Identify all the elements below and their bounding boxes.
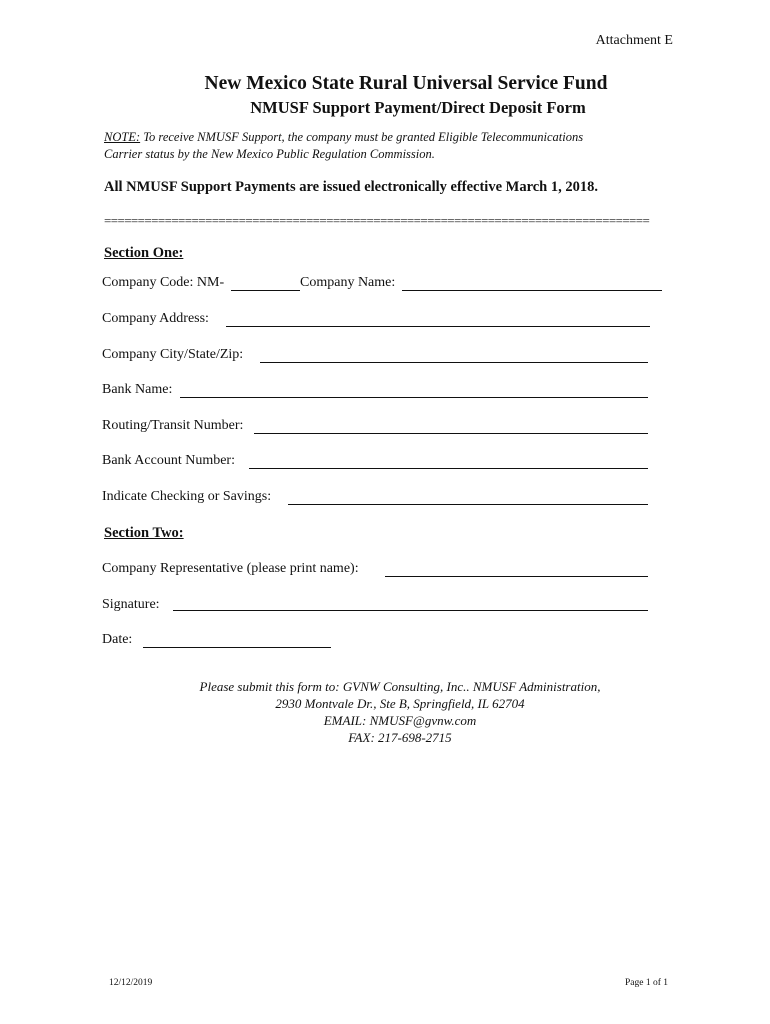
footer-date: 12/12/2019	[109, 978, 153, 988]
section-one-heading: Section One:	[104, 245, 184, 261]
form-subtitle: NMUSF Support Payment/Direct Deposit Form	[250, 98, 586, 117]
checking-savings-field[interactable]	[288, 504, 648, 505]
company-address-label: Company Address:	[102, 311, 209, 326]
bank-name-label: Bank Name:	[102, 382, 173, 397]
submit-address: 2930 Montvale Dr., Ste B, Springfield, IL 62704	[275, 696, 525, 711]
company-name-field[interactable]	[402, 290, 662, 291]
company-name-label: Company Name:	[300, 275, 396, 290]
date-field[interactable]	[143, 647, 331, 648]
submit-email: EMAIL: NMUSF@gvnw.com	[323, 713, 477, 728]
signature-field[interactable]	[173, 610, 648, 611]
checking-savings-label: Indicate Checking or Savings:	[102, 489, 272, 504]
company-code-field[interactable]	[231, 290, 300, 291]
note-line-1: To receive NMUSF Support, the company must be granted Eligible Telecommunications	[140, 130, 584, 144]
signature-label: Signature:	[102, 597, 160, 612]
representative-field[interactable]	[385, 576, 648, 577]
company-city-field[interactable]	[260, 362, 648, 363]
separator-rule: =================================================================================	[104, 213, 650, 228]
section-two-heading: Section Two:	[104, 525, 184, 541]
routing-number-field[interactable]	[254, 433, 648, 434]
footer-page-number: Page 1 of 1	[624, 978, 668, 988]
company-code-label: Company Code: NM-	[102, 275, 225, 290]
submit-line-1: Please submit this form to: GVNW Consulting, Inc.. NMUSF Administration,	[199, 679, 601, 694]
submit-fax: FAX: 217-698-2715	[348, 730, 452, 745]
routing-number-label: Routing/Transit Number:	[102, 418, 244, 433]
bank-name-field[interactable]	[180, 397, 648, 398]
bank-account-field[interactable]	[249, 468, 648, 469]
date-label: Date:	[102, 632, 133, 647]
form-title: New Mexico State Rural Universal Service Fund	[204, 73, 608, 94]
note-label: NOTE:	[104, 130, 141, 144]
submission-instructions	[0, 678, 770, 746]
electronic-payment-notice: All NMUSF Support Payments are issued electronically effective March 1, 2018.	[104, 179, 598, 195]
bank-account-label: Bank Account Number:	[102, 453, 235, 468]
eligibility-note	[104, 129, 583, 163]
note-line-2: Carrier status by the New Mexico Public Regulation Commission.	[104, 147, 435, 161]
attachment-label: Attachment E	[595, 33, 673, 48]
representative-label: Company Representative (please print name):	[102, 561, 359, 576]
company-city-label: Company City/State/Zip:	[102, 347, 244, 362]
company-address-field[interactable]	[226, 326, 650, 327]
